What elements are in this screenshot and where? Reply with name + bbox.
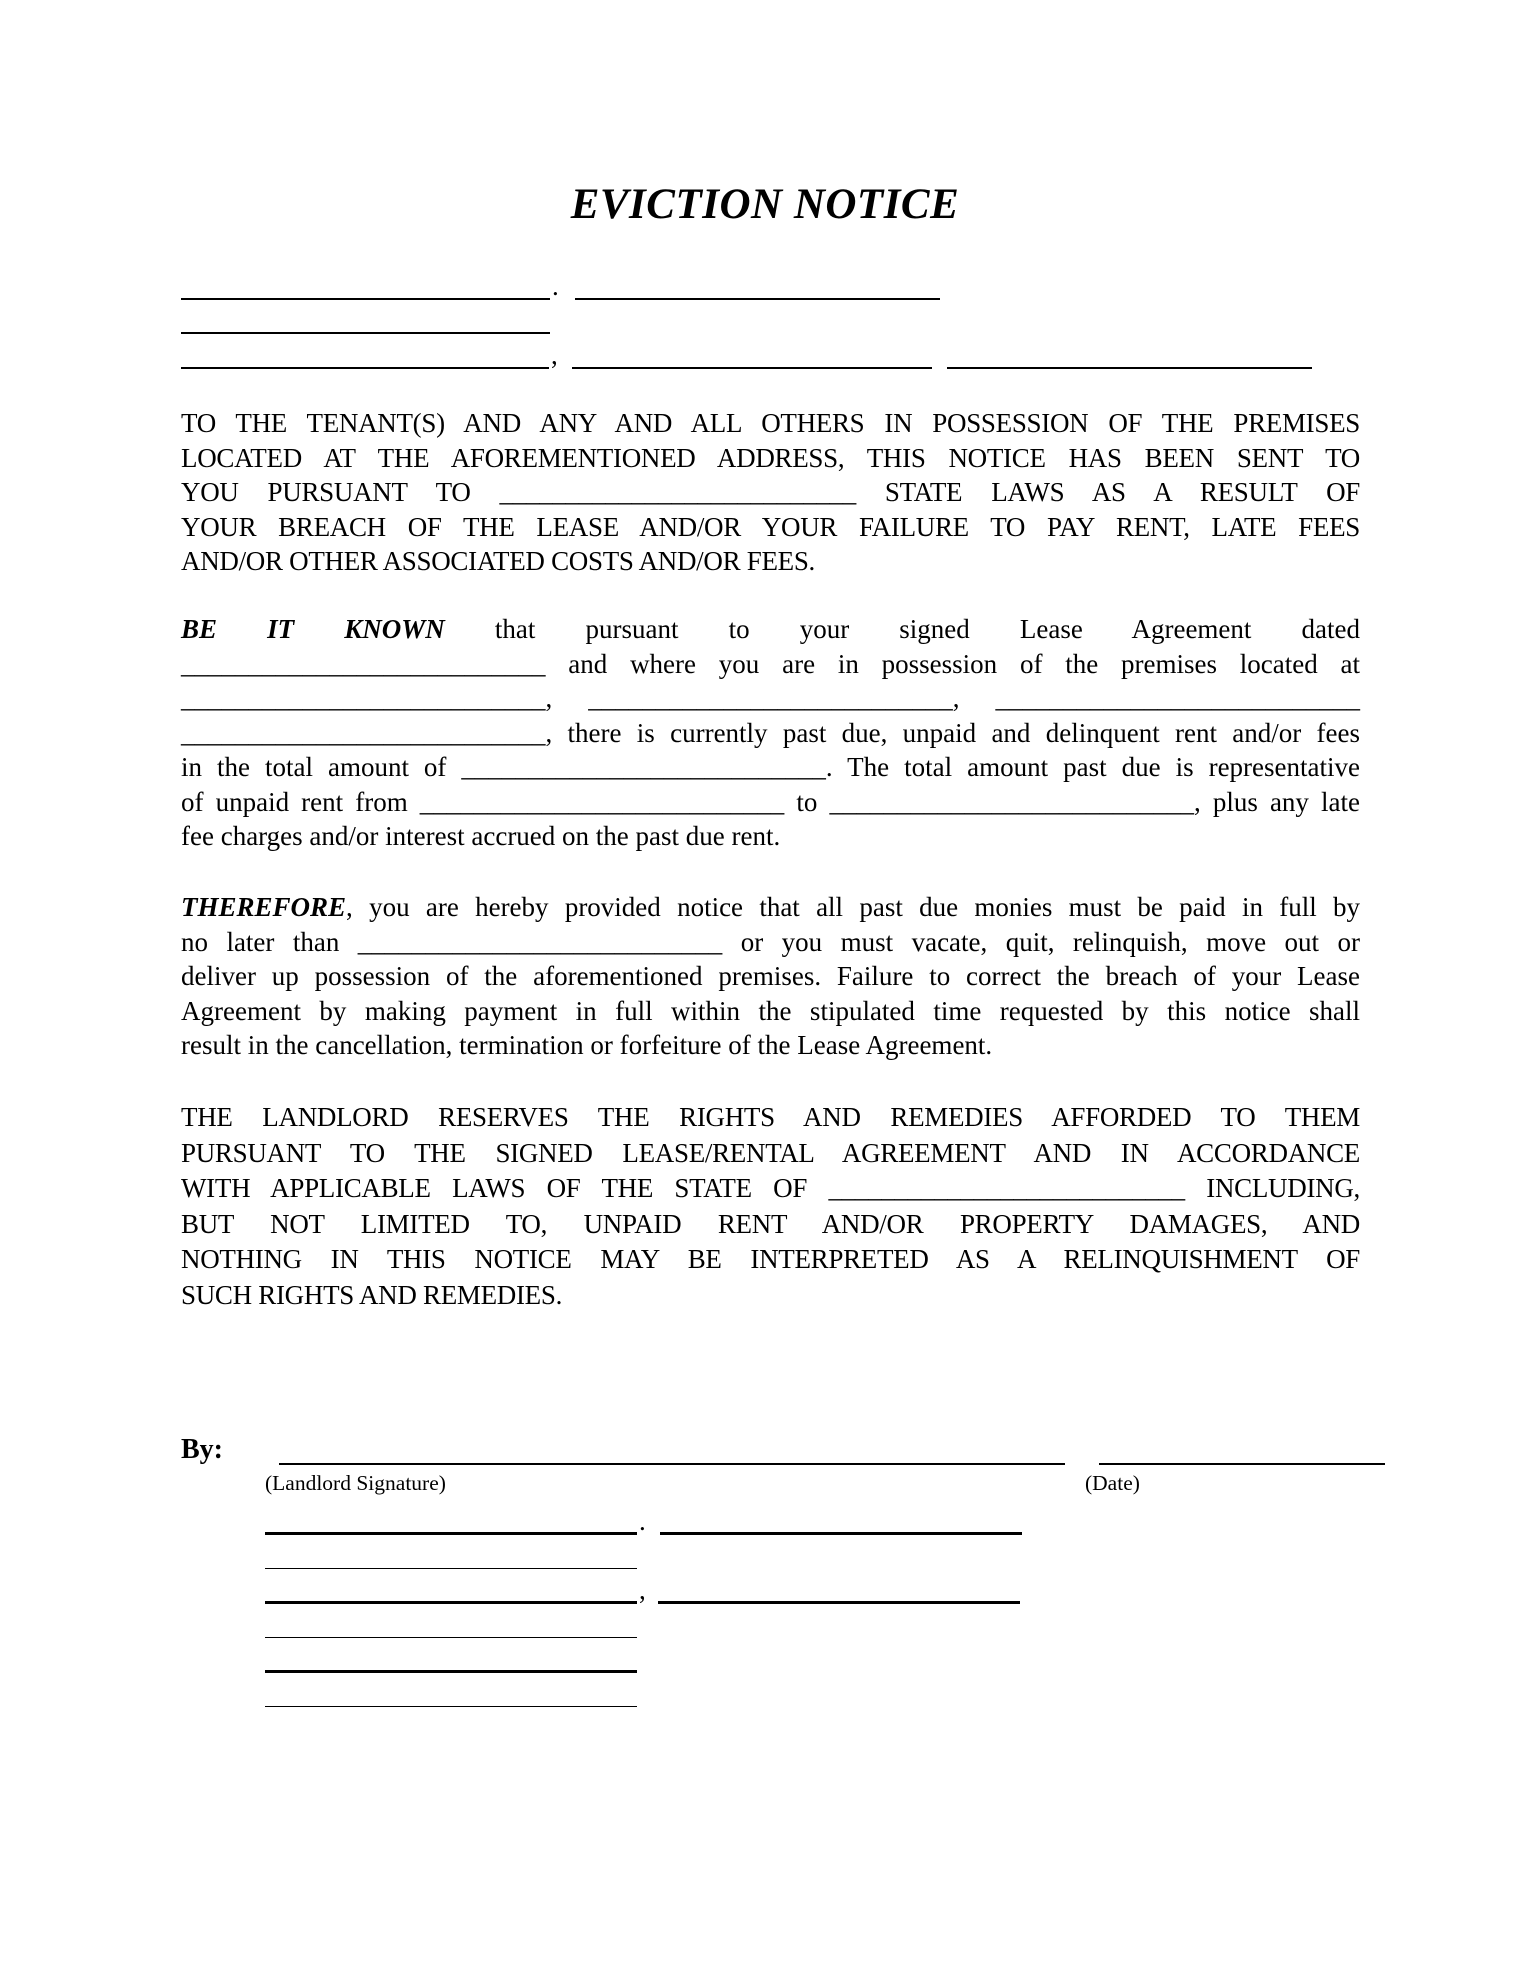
signature-captions-row [181, 1465, 1381, 1496]
blank-line [181, 332, 550, 334]
paragraph-line: WITH APPLICABLE LAWS OF THE STATE OF ___________________________ INCLUDING, [181, 1173, 1360, 1203]
paragraph-be-it-known [181, 612, 1360, 854]
blank-line [658, 1601, 1020, 1604]
date-line [1099, 1463, 1385, 1465]
page-title: EVICTION NOTICE [570, 181, 960, 228]
paragraph-line: ___________________________, ___________________________, ___________________________ [181, 683, 1360, 713]
separator-comma: , [551, 339, 558, 370]
paragraph-therefore [181, 890, 1360, 1063]
blank-line [660, 1532, 1022, 1535]
blank-line [265, 1568, 637, 1569]
addressee-fill-in-block [181, 265, 1360, 369]
paragraph-line: LOCATED AT THE AFOREMENTIONED ADDRESS, THIS NOTICE HAS BEEN SENT TO [181, 442, 1360, 473]
blank-line [265, 1637, 637, 1638]
paragraph-line: no later than ___________________________ or you must vacate, quit, relinquish, move out or [181, 926, 1360, 957]
paragraph-line: result in the cancellation, termination or forfeiture of the Lease Agreement. [181, 1030, 993, 1060]
blank-line [265, 1601, 637, 1604]
paragraph-line: fee charges and/or interest accrued on the past due rent. [181, 821, 781, 851]
bottom-fill-in-block [265, 1500, 1165, 1707]
paragraph-line: SUCH RIGHTS AND REMEDIES. [181, 1279, 563, 1310]
paragraph-line: ___________________________ and where you are in possession of the premises located at [181, 648, 1360, 679]
blank-line [265, 1532, 637, 1535]
separator-comma: , [639, 1574, 646, 1605]
paragraph-line: PURSUANT TO THE SIGNED LEASE/RENTAL AGREEMENT AND IN ACCORDANCE [181, 1137, 1360, 1168]
paragraph-landlord-rights [181, 1100, 1360, 1313]
signature-row [181, 1435, 1381, 1465]
paragraph-line: THEREFORE, you are hereby provided notice that all past due monies must be paid in full by [181, 892, 1360, 922]
paragraph-line: BE IT KNOWN that pursuant to your signed Lease Agreement dated [181, 614, 1360, 644]
fill-in-row [265, 1569, 1165, 1604]
paragraph-line: BUT NOT LIMITED TO, UNPAID RENT AND/OR PROPERTY DAMAGES, AND [181, 1208, 1360, 1239]
date-caption: (Date) [1085, 1471, 1140, 1495]
by-label: By: [181, 1434, 223, 1465]
paragraph-line: Agreement by making payment in full within the stipulated time requested by this notice shall [181, 995, 1360, 1026]
date-field [1099, 1463, 1385, 1465]
paragraph-line: THE LANDLORD RESERVES THE RIGHTS AND REMEDIES AFFORDED TO THEM [181, 1102, 1360, 1132]
landlord-signature-field [279, 1463, 1065, 1465]
blank-line [181, 367, 549, 369]
fill-in-row [265, 1535, 1165, 1570]
paragraph-tenant-notice [181, 406, 1360, 579]
fill-in-row [181, 300, 1360, 335]
blank-line [947, 367, 1312, 369]
separator-period: . [552, 270, 559, 301]
lead-phrase: THEREFORE [181, 892, 347, 922]
fill-in-row [181, 334, 1360, 369]
paragraph-line: YOU PURSUANT TO ___________________________ STATE LAWS AS A RESULT OF [181, 477, 1360, 507]
paragraph-line: in the total amount of ___________________________. The total amount past due is representative [181, 752, 1360, 782]
signature-line [279, 1463, 1065, 1465]
blank-line [575, 298, 940, 300]
paragraph-line: of unpaid rent from ___________________________ to ___________________________, plus any late [181, 786, 1360, 817]
paragraph-line: TO THE TENANT(S) AND ANY AND ALL OTHERS IN POSSESSION OF THE PREMISES [181, 408, 1360, 438]
separator-period: . [639, 1505, 646, 1536]
landlord-signature-caption: (Landlord Signature) [265, 1471, 446, 1495]
lead-phrase: BE IT KNOWN [181, 614, 445, 644]
blank-line [572, 367, 932, 369]
paragraph-line: NOTHING IN THIS NOTICE MAY BE INTERPRETED AS A RELINQUISHMENT OF [181, 1244, 1360, 1274]
fill-in-row [265, 1604, 1165, 1639]
paragraph-line: YOUR BREACH OF THE LEASE AND/OR YOUR FAILURE TO PAY RENT, LATE FEES [181, 511, 1360, 542]
paragraph-line: ___________________________, there is currently past due, unpaid and delinquent rent and/or fees [181, 717, 1360, 748]
paragraph-line: deliver up possession of the aforementioned premises. Failure to correct the breach of your Lease [181, 961, 1360, 991]
blank-line [265, 1670, 637, 1673]
fill-in-row [265, 1638, 1165, 1673]
fill-in-row [181, 265, 1360, 300]
fill-in-row [265, 1500, 1165, 1535]
blank-line [181, 298, 550, 300]
blank-line [265, 1706, 637, 1707]
paragraph-line: AND/OR OTHER ASSOCIATED COSTS AND/OR FEES. [181, 546, 815, 576]
signature-block [181, 1435, 1381, 1496]
fill-in-row [265, 1673, 1165, 1708]
